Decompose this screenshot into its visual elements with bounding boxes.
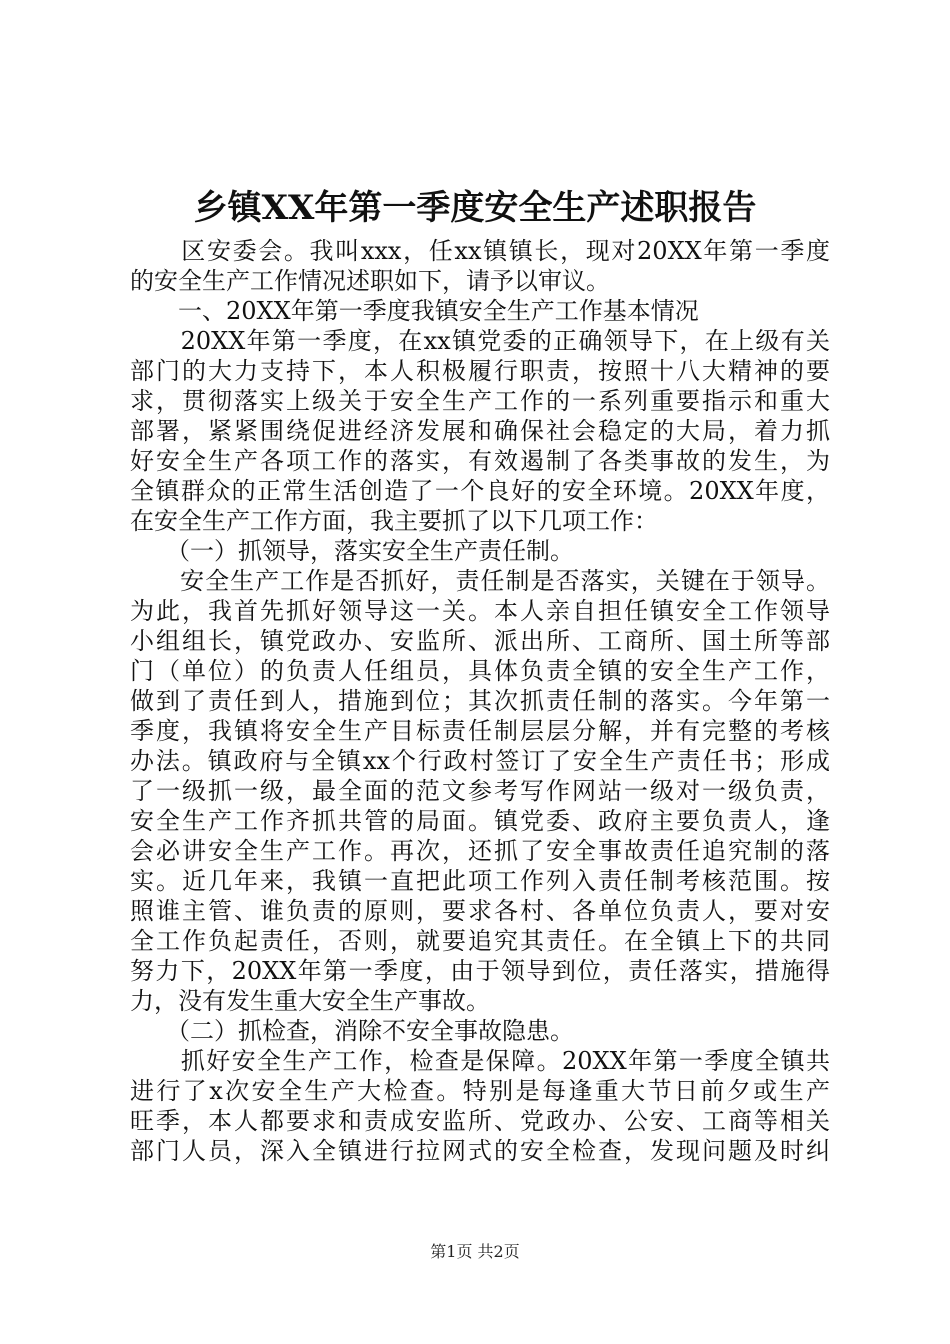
body-line: 办法。镇政府与全镇xx个行政村签订了安全生产责任书；形成 — [130, 747, 830, 775]
body-line: 小组组长，镇党政办、安监所、派出所、工商所、国土所等部 — [130, 627, 830, 655]
page-number-footer: 第1页 共2页 — [430, 1242, 520, 1261]
body-line: 安全生产工作齐抓共管的局面。镇党委、政府主要负责人，逢 — [130, 807, 830, 835]
body-line: 安全生产工作是否抓好，责任制是否落实，关键在于领导。 — [130, 567, 830, 595]
body-line: 门（单位）的负责人任组员，具体负责全镇的安全生产工作， — [130, 657, 830, 685]
body-line: 部门人员，深入全镇进行拉网式的安全检查，发现问题及时纠 — [130, 1137, 830, 1165]
body-line: 20XX年第一季度，在xx镇党委的正确领导下，在上级有关 — [130, 327, 830, 355]
body-line: 区安委会。我叫xxx，任xx镇镇长，现对20XX年第一季度 — [130, 237, 830, 265]
document-title: 乡镇XX年第一季度安全生产述职报告 — [193, 188, 757, 228]
body-line: 部门的大力支持下，本人积极履行职责，按照十八大精神的要 — [130, 357, 830, 385]
body-line: 的安全生产工作情况述职如下，请予以审议。 — [130, 267, 610, 295]
body-line: 了一级抓一级，最全面的范文参考写作网站一级对一级负责， — [130, 777, 830, 805]
body-line: 一、20XX年第一季度我镇安全生产工作基本情况 — [130, 297, 699, 325]
document-body — [130, 236, 830, 1166]
body-line: 部署，紧紧围绕促进经济发展和确保社会稳定的大局，着力抓 — [130, 417, 830, 445]
body-line: 努力下，20XX年第一季度，由于领导到位，责任落实，措施得 — [130, 957, 830, 985]
body-line: 全工作负起责任，否则，就要追究其责任。在全镇上下的共同 — [130, 927, 830, 955]
body-line: （二）抓检查，消除不安全事故隐患。 — [130, 1017, 574, 1045]
body-line: 好安全生产各项工作的落实，有效遏制了各类事故的发生，为 — [130, 447, 830, 475]
body-line: 力，没有发生重大安全生产事故。 — [130, 987, 490, 1015]
body-line: 季度，我镇将安全生产目标责任制层层分解，并有完整的考核 — [130, 717, 830, 745]
body-line: 求，贯彻落实上级关于安全生产工作的一系列重要指示和重大 — [130, 387, 830, 415]
body-line: 在安全生产工作方面，我主要抓了以下几项工作： — [130, 507, 658, 535]
body-line: （一）抓领导，落实安全生产责任制。 — [130, 537, 574, 565]
body-line: 为此，我首先抓好领导这一关。本人亲自担任镇安全工作领导 — [130, 597, 830, 625]
body-line: 照谁主管、谁负责的原则，要求各村、各单位负责人，要对安 — [130, 897, 830, 925]
body-line: 全镇群众的正常生活创造了一个良好的安全环境。20XX年度， — [130, 477, 830, 505]
body-line: 进行了x次安全生产大检查。特别是每逢重大节日前夕或生产 — [130, 1077, 830, 1105]
body-line: 实。近几年来，我镇一直把此项工作列入责任制考核范围。按 — [130, 867, 830, 895]
body-line: 做到了责任到人，措施到位；其次抓责任制的落实。今年第一 — [130, 687, 830, 715]
body-line: 会必讲安全生产工作。再次，还抓了安全事故责任追究制的落 — [130, 837, 830, 865]
body-line: 旺季，本人都要求和责成安监所、党政办、公安、工商等相关 — [130, 1107, 830, 1135]
body-line: 抓好安全生产工作，检查是保障。20XX年第一季度全镇共 — [130, 1047, 830, 1075]
